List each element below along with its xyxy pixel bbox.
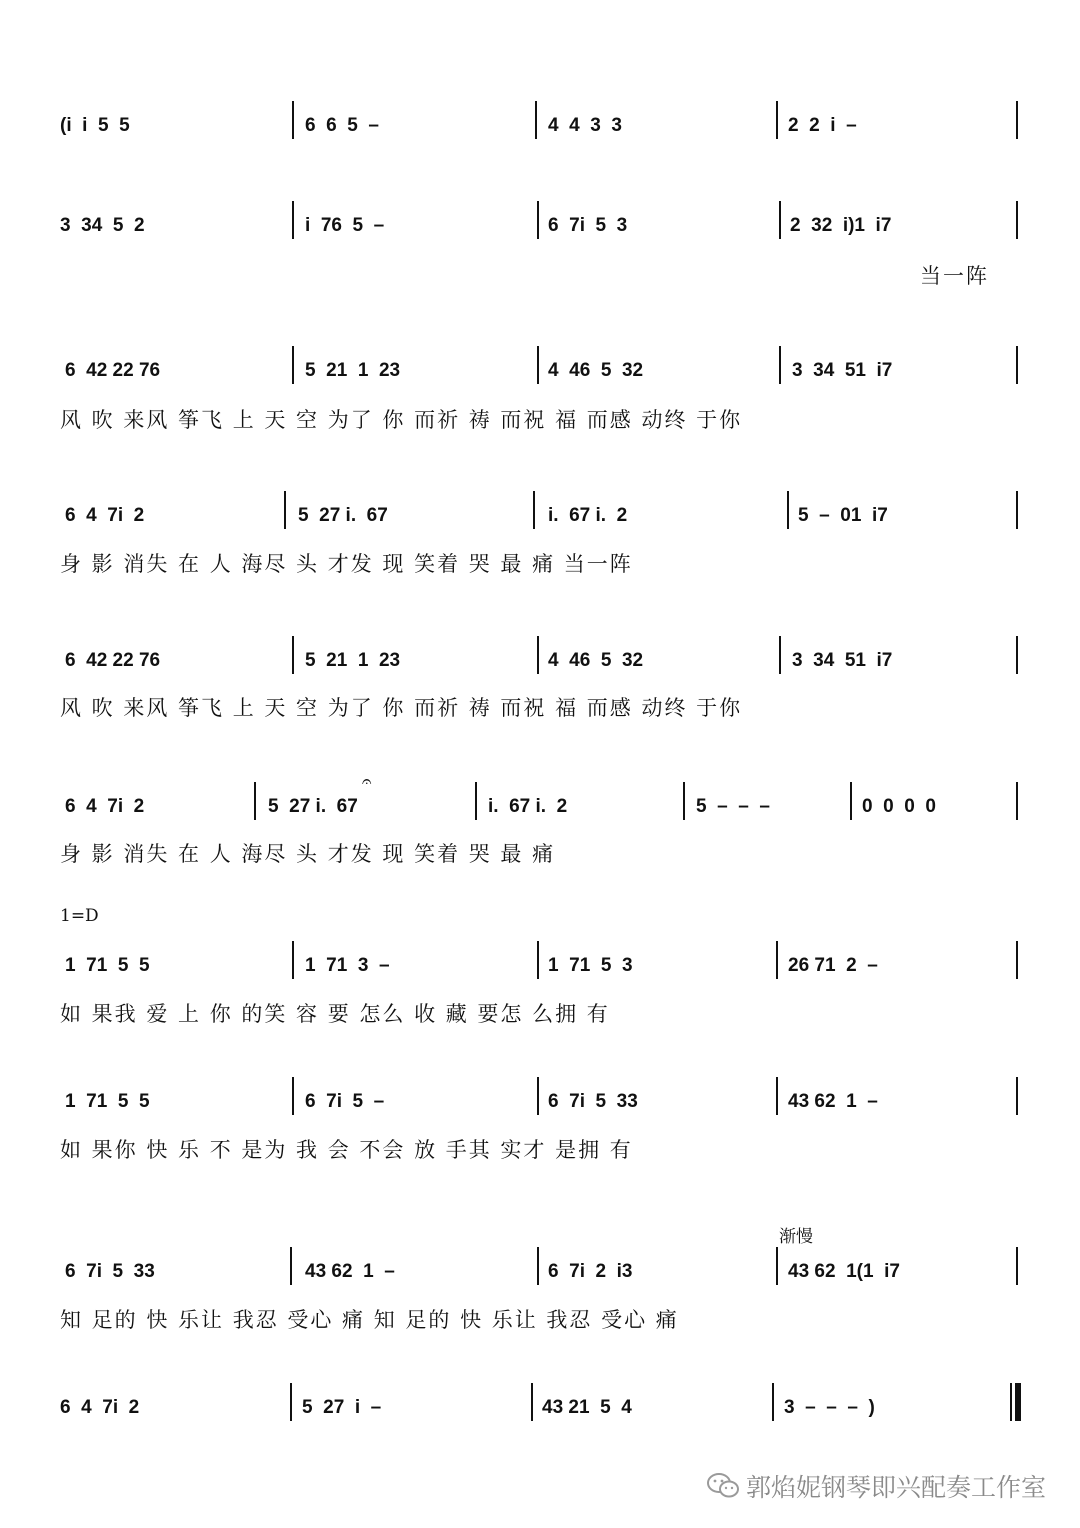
- barline: [292, 101, 294, 139]
- measure: 1 71 5 5: [65, 955, 150, 976]
- barline: [537, 201, 539, 239]
- measure: 43 62 1 –: [305, 1261, 395, 1282]
- measure: 2 2 i –: [788, 115, 857, 136]
- barline: [292, 636, 294, 674]
- measure: 6 42 22 76: [65, 360, 161, 381]
- barline: [290, 1247, 292, 1285]
- measure: 26 71 2 –: [788, 955, 878, 976]
- measure: 5 – – –: [696, 796, 770, 817]
- barline: [1016, 1077, 1018, 1115]
- lyrics-line: 知 足的 快 乐让 我忍 受心 痛 知 足的 快 乐让 我忍 受心 痛: [60, 1308, 679, 1332]
- measure: 5 21 1 23: [305, 650, 401, 671]
- measure: 6 4 7i 2: [60, 1397, 140, 1418]
- measure: 1 71 5 3: [548, 955, 633, 976]
- barline: [1016, 636, 1018, 674]
- measure: 5 27 i. 67: [268, 796, 358, 817]
- measure: i 76 5 –: [305, 215, 385, 236]
- measure: 6 7i 5 –: [305, 1091, 385, 1112]
- barline: [284, 491, 286, 529]
- barline: [533, 491, 535, 529]
- barline: [475, 782, 477, 820]
- system-2: [0, 215, 1080, 275]
- system-1: [0, 115, 1080, 175]
- measure: 3 34 5 2: [60, 215, 145, 236]
- final-barline: [1015, 1383, 1021, 1421]
- measure: 4 46 5 32: [548, 650, 644, 671]
- measure: 6 6 5 –: [305, 115, 379, 136]
- barline: [292, 201, 294, 239]
- barline: [779, 201, 781, 239]
- measure: 6 42 22 76: [65, 650, 161, 671]
- wechat-icon: [706, 1472, 740, 1500]
- measure: 6 7i 5 33: [65, 1261, 155, 1282]
- barline: [292, 941, 294, 979]
- barline: [787, 491, 789, 529]
- lyrics-line: 如 果你 快 乐 不 是为 我 会 不会 放 手其 实才 是拥 有: [60, 1138, 633, 1162]
- measure: 5 21 1 23: [305, 360, 401, 381]
- measure: 43 62 1 –: [788, 1091, 878, 1112]
- barline: [776, 941, 778, 979]
- barline: [537, 941, 539, 979]
- measure: 3 34 51 i7: [792, 360, 893, 381]
- barline: [850, 782, 852, 820]
- lyrics-line: 如 果我 爱 上 你 的笑 容 要 怎么 收 藏 要怎 么拥 有: [60, 1002, 610, 1026]
- measure: 6 7i 2 i3: [548, 1261, 633, 1282]
- watermark: [706, 1468, 1046, 1504]
- measure: 6 7i 5 3: [548, 215, 628, 236]
- barline: [254, 782, 256, 820]
- measure: 5 – 01 i7: [798, 505, 888, 526]
- measure: 43 21 5 4: [542, 1397, 632, 1418]
- measure: 1 71 3 –: [305, 955, 390, 976]
- barline: [292, 1077, 294, 1115]
- barline: [1016, 101, 1018, 139]
- measure: 2 32 i)1 i7: [790, 215, 892, 236]
- system-10: [0, 1397, 1080, 1457]
- tempo-marking: 渐慢: [779, 1227, 813, 1247]
- barline: [1016, 1247, 1018, 1285]
- barline: [1010, 1383, 1012, 1421]
- measure: 43 62 1(1 i7: [788, 1261, 900, 1282]
- barline: [1016, 491, 1018, 529]
- lyrics-line: 身 影 消失 在 人 海尽 头 才发 现 笑着 哭 最 痛 当一阵: [60, 552, 633, 576]
- lyrics-line: 身 影 消失 在 人 海尽 头 才发 现 笑着 哭 最 痛: [60, 842, 556, 866]
- barline: [292, 346, 294, 384]
- barline: [531, 1383, 533, 1421]
- measure: 5 27 i –: [302, 1397, 382, 1418]
- barline: [1016, 346, 1018, 384]
- lyrics-line: 风 吹 来风 筝飞 上 天 空 为了 你 而祈 祷 而祝 福 而感 动终 于你: [60, 696, 743, 720]
- barline: [537, 346, 539, 384]
- barline: [1016, 782, 1018, 820]
- watermark-text: 郭焰妮钢琴即兴配奏工作室: [745, 1473, 1046, 1502]
- measure: 1 71 5 5: [65, 1091, 150, 1112]
- measure: 6 4 7i 2: [65, 796, 145, 817]
- barline: [779, 636, 781, 674]
- measure: 3 34 51 i7: [792, 650, 893, 671]
- barline: [537, 636, 539, 674]
- barline: [1016, 201, 1018, 239]
- measure: i. 67 i. 2: [548, 505, 628, 526]
- lyrics-line: 风 吹 来风 筝飞 上 天 空 为了 你 而祈 祷 而祝 福 而感 动终 于你: [60, 408, 743, 432]
- barline: [772, 1383, 774, 1421]
- measure: 3 – – – ): [784, 1397, 875, 1418]
- barline: [776, 1077, 778, 1115]
- barline: [537, 1247, 539, 1285]
- barline: [290, 1383, 292, 1421]
- lyrics-line: 当一阵: [920, 264, 989, 288]
- measure: 6 7i 5 33: [548, 1091, 638, 1112]
- measure: 5 27 i. 67: [298, 505, 388, 526]
- measure: 4 4 3 3: [548, 115, 622, 136]
- barline: [776, 101, 778, 139]
- barline: [683, 782, 685, 820]
- measure: i. 67 i. 2: [488, 796, 568, 817]
- measure: 4 46 5 32: [548, 360, 644, 381]
- barline: [779, 346, 781, 384]
- measure: 0 0 0 0: [862, 796, 936, 817]
- measure: 6 4 7i 2: [65, 505, 145, 526]
- measure: (i i 5 5: [60, 115, 130, 136]
- key-signature: 1=D: [60, 906, 99, 926]
- barline: [535, 101, 537, 139]
- barline: [537, 1077, 539, 1115]
- barline: [1016, 941, 1018, 979]
- barline: [776, 1247, 778, 1285]
- fermata-icon: 𝄐: [362, 772, 372, 792]
